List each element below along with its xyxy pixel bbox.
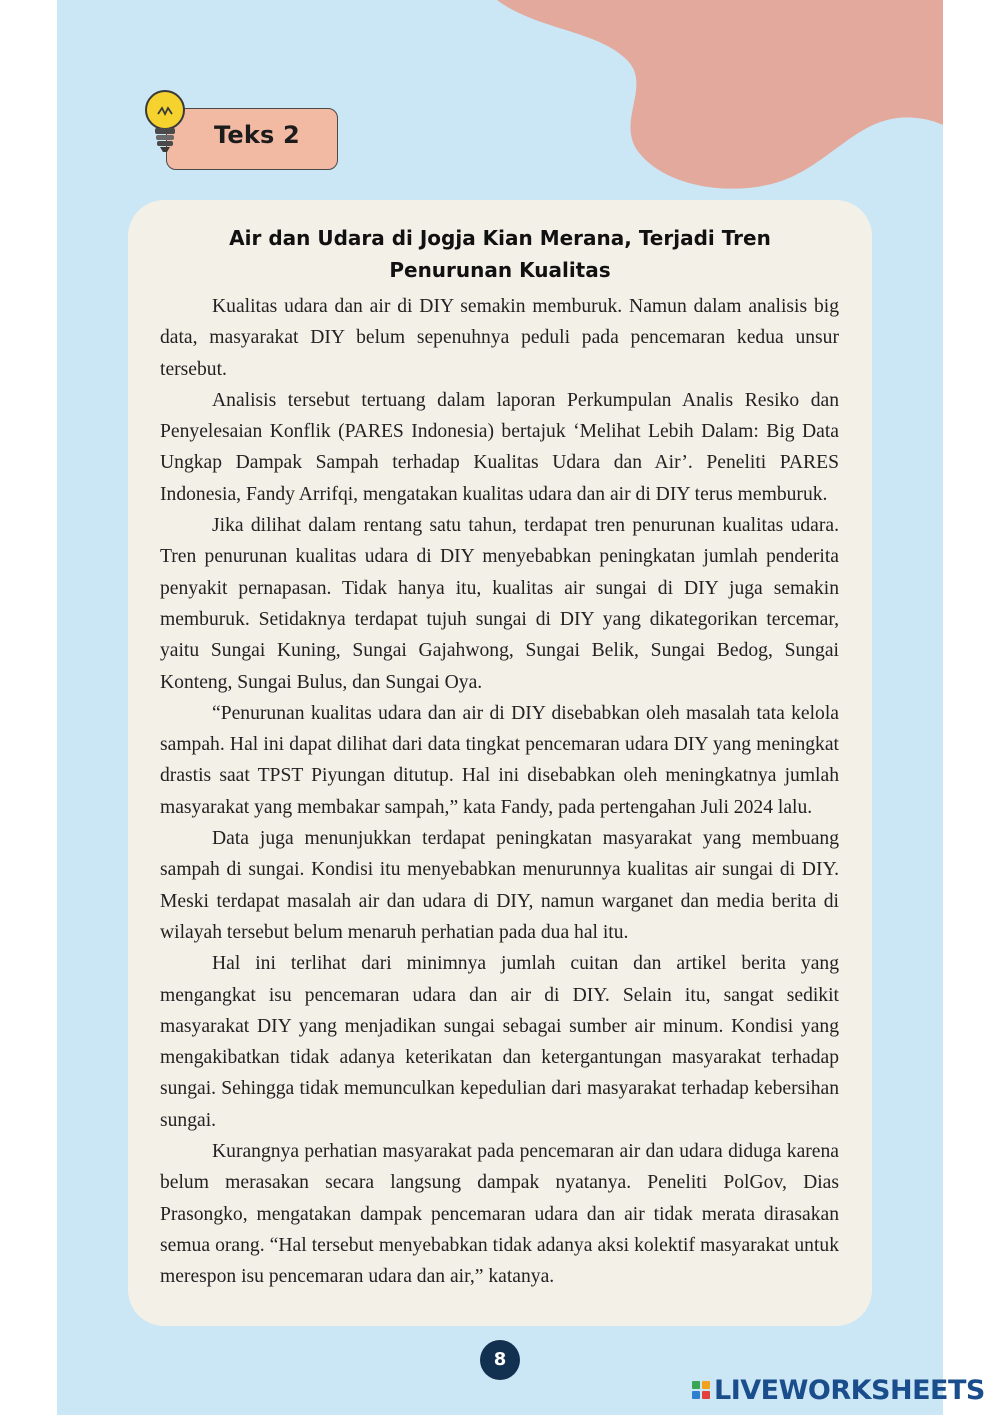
- paragraph-7: Kurangnya perhatian masyarakat pada pencemaran air dan udara diduga karena belum merasakan secara langsung dampak nyatanya. Peneliti PolGov, Dias Prasongko, mengatakan dampak pencemaran udara dan air tidak merata dirasakan semua orang. “Hal tersebut menyebabkan tidak adanya aksi kolektif masyarakat untuk merespon isu pencemaran udara dan air,” katanya.: [160, 1141, 839, 1288]
- paragraph-6: Hal ini terlihat dari minimnya jumlah cuitan dan artikel berita yang mengangkat isu pencemaran udara dan air di DIY. Selain itu, sangat sedikit masyarakat DIY yang menjadikan sungai sebagai sumber air minum. Kondisi yang mengakibatkan tidak adanya keterikatan dan ketergantungan masyarakat terhadap sungai. Sehingga tidak memunculkan kepedulian dari masyarakat terhadap kebersihan sungai.: [160, 953, 839, 1131]
- article-title-line-1: Air dan Udara di Jogja Kian Merana, Terjadi Tren: [229, 226, 771, 250]
- lightbulb-icon: [140, 88, 190, 156]
- paragraph-5: Data juga menunjukkan terdapat peningkatan masyarakat yang membuang sampah di sungai. Kondisi itu menyebabkan menurunnya kualitas air sungai di DIY. Meski terdapat masalah air dan udara di DIY, namun warganet dan media berita di wilayah tersebut belum menaruh perhatian pada dua hal itu.: [160, 828, 839, 943]
- decorative-blob: [437, 0, 943, 200]
- section-label: Teks 2: [214, 121, 300, 149]
- watermark-text: LIVEWORKSHEETS: [714, 1374, 985, 1406]
- page-number-badge: 8: [480, 1340, 520, 1380]
- paragraph-2: Analisis tersebut tertuang dalam laporan Perkumpulan Analis Resiko dan Penyelesaian Konflik (PARES Indonesia) bertajuk ‘Melihat Lebih Dalam: Big Data Ungkap Dampak Sampah terhadap Kualitas Udara dan Air’. Peneliti PARES Indonesia, Fandy Arrifqi, mengatakan kualitas udara dan air di DIY terus memburuk.: [160, 389, 839, 505]
- article-title-line-2: Penurunan Kualitas: [389, 258, 611, 282]
- liveworksheets-watermark[interactable]: [692, 1372, 985, 1408]
- paragraph-4: “Penurunan kualitas udara dan air di DIY disebabkan oleh masalah tata kelola sampah. Hal ini dapat dilihat dari data tingkat pencemaran udara DIY yang meningkat drastis saat TPST Piyungan ditutup. Hal ini disebabkan oleh meningkatnya jumlah masyarakat yang membakar sampah,” kata Fandy, pada pertengahan Juli 2024 lalu.: [160, 702, 839, 818]
- paragraph-1: Kualitas udara dan air di DIY semakin memburuk. Namun dalam analisis big data, masyarakat DIY belum sepenuhnya peduli pada pencemaran kedua unsur tersebut.: [160, 296, 839, 380]
- paragraph-3: Jika dilihat dalam rentang satu tahun, terdapat tren penurunan kualitas udara. Tren penurunan kualitas udara di DIY menyebabkan peningkatan jumlah penderita penyakit pernapasan. Tidak hanya itu, kualitas air sungai di DIY juga semakin memburuk. Setidaknya terdapat tujuh sungai di DIY yang dikategorikan tercemar, yaitu Sungai Kuning, Sungai Gajahwong, Sungai Belik, Sungai Bedog, Sungai Konteng, Sungai Bulus, dan Sungai Oya.: [160, 515, 839, 693]
- liveworksheets-logo-icon: [692, 1381, 710, 1399]
- article-body: [160, 291, 839, 1293]
- article-title: [200, 222, 800, 286]
